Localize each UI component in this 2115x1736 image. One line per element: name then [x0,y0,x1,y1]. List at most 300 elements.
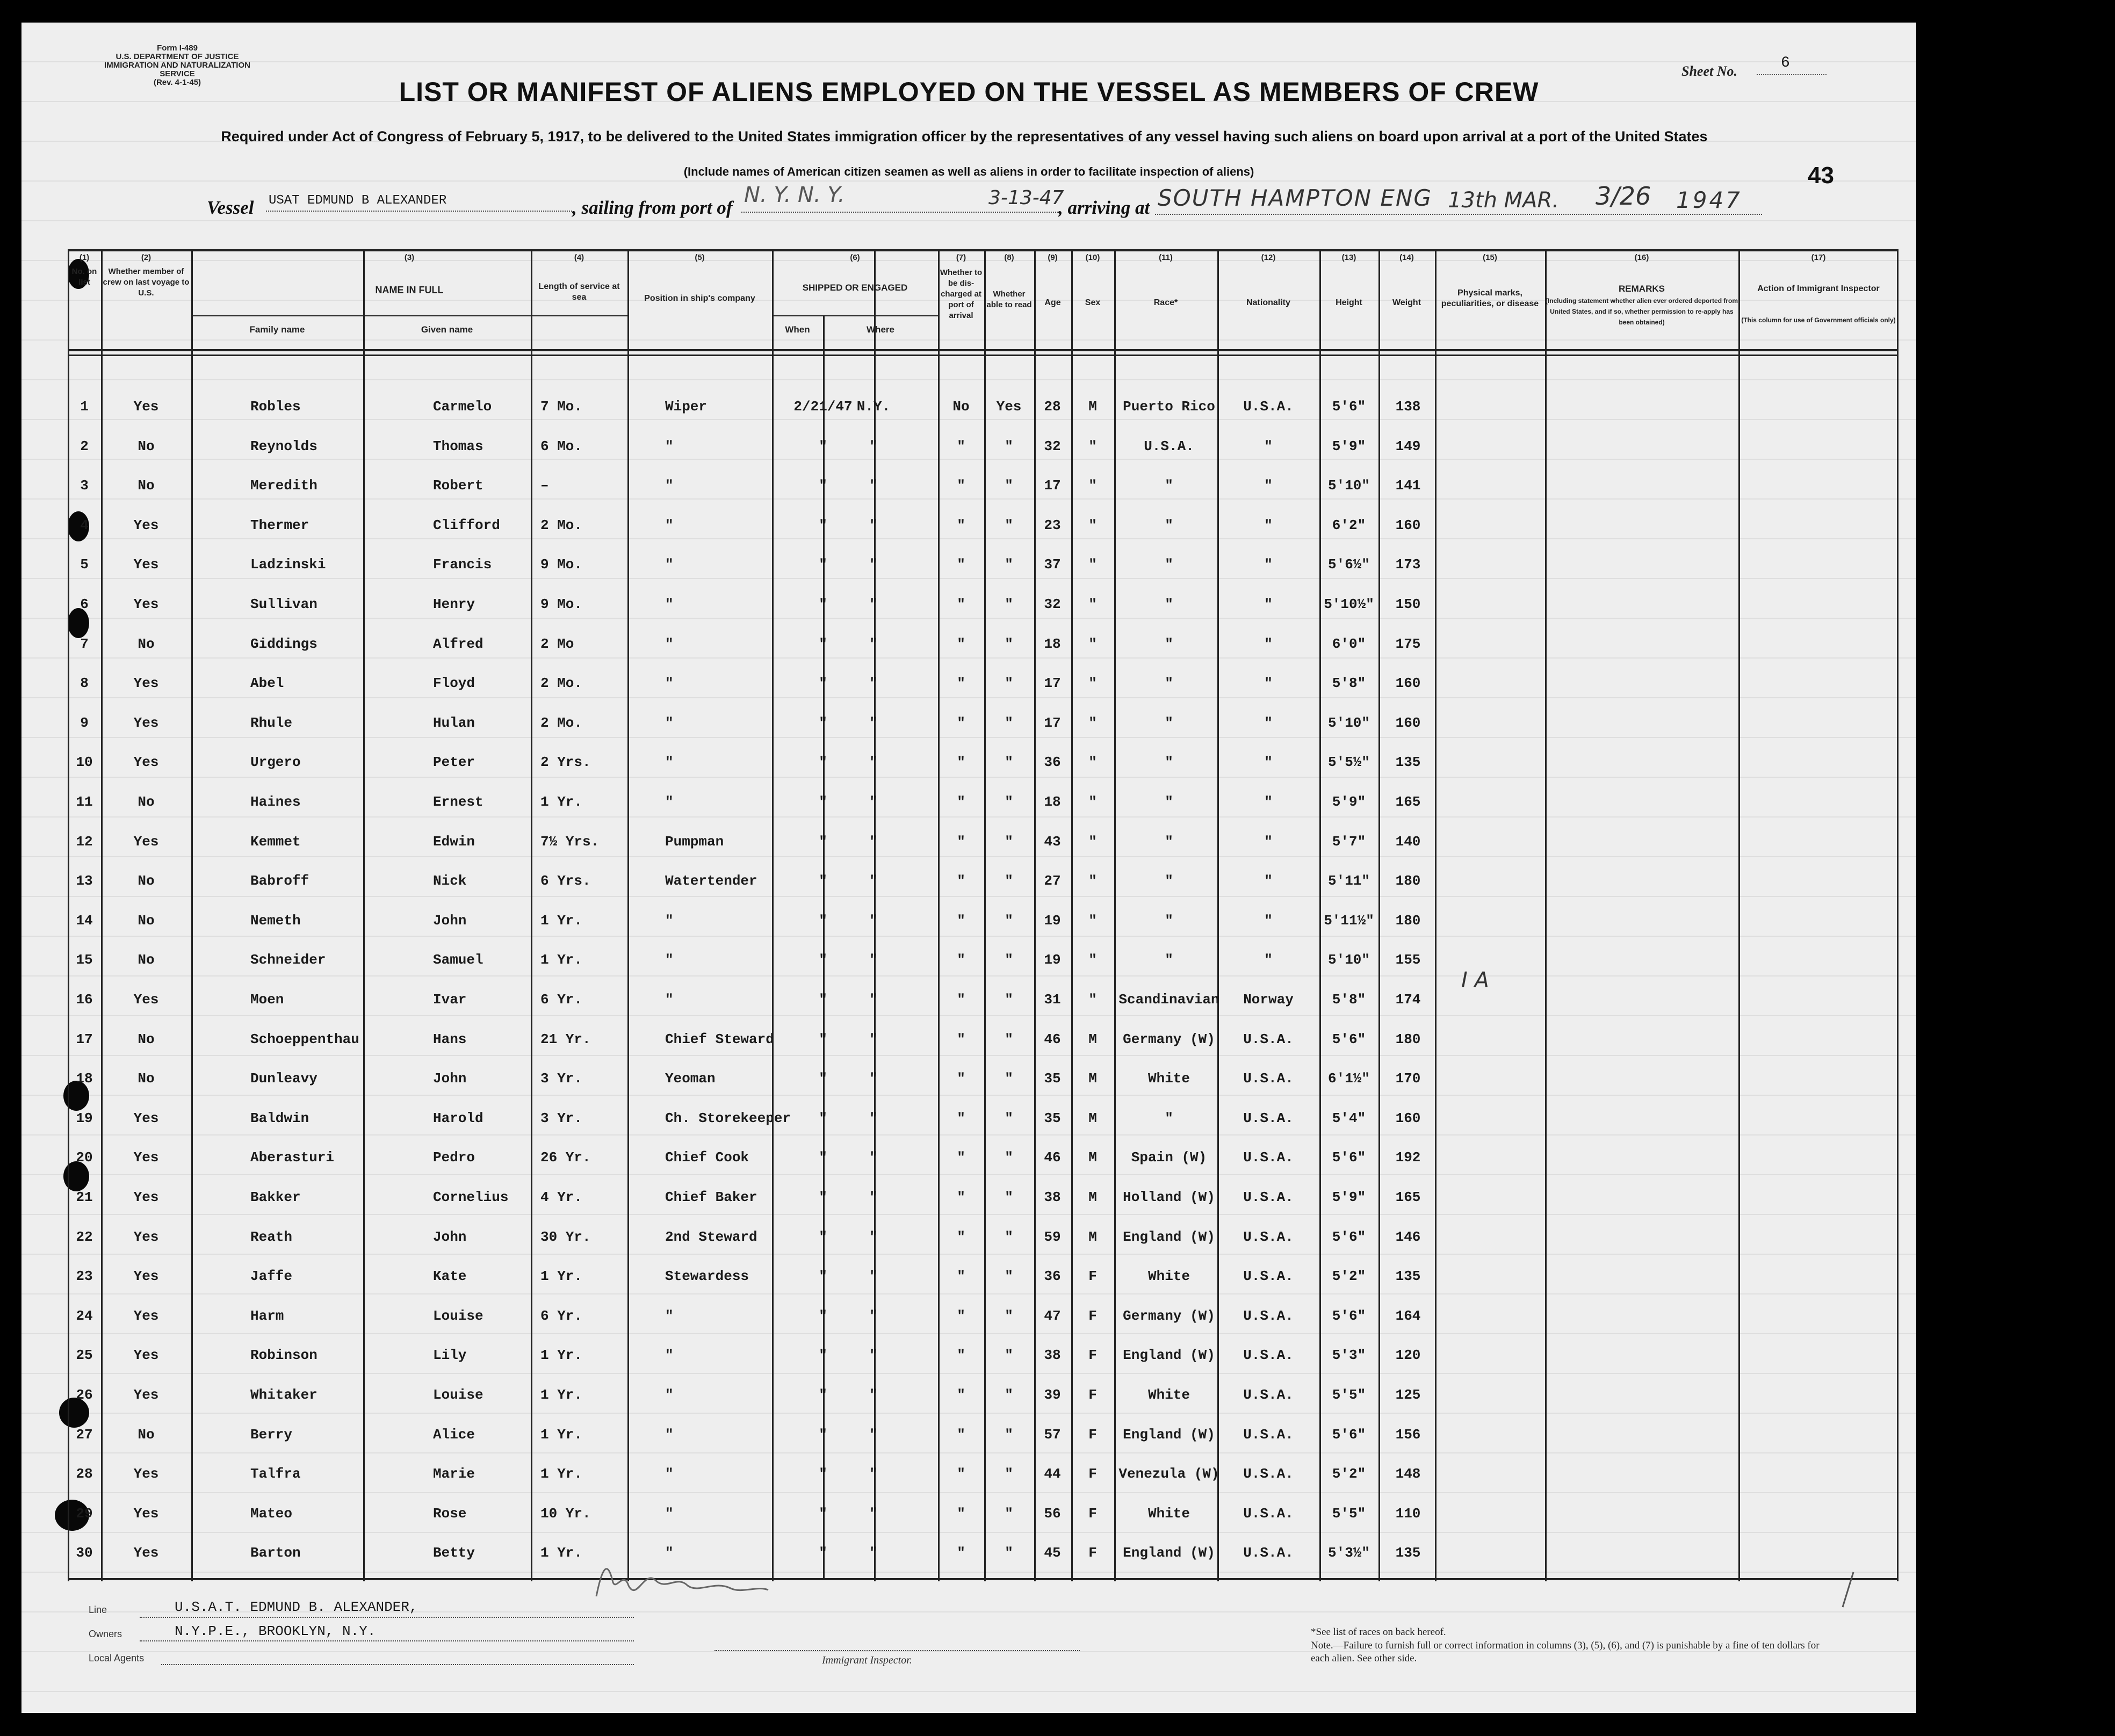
column-number-2: (2) [141,253,151,262]
race: Germany (W) [1123,1031,1215,1047]
sex: M [1088,399,1097,415]
race: England (W) [1123,1228,1215,1245]
able-to-read: " [1005,1307,1013,1324]
shipped-where: " [869,1070,878,1087]
crew-last-voyage: Yes [133,596,159,612]
race: " [1165,478,1173,494]
nationality: U.S.A. [1243,1070,1294,1087]
column-number-4: (4) [574,253,584,262]
crew-table [68,249,1899,1581]
shipped-when: " [819,1387,827,1403]
height: 5'8" [1332,992,1366,1008]
sheet-underline [1757,74,1827,75]
family-name: Bakker [250,1189,301,1205]
nationality: " [1264,912,1273,929]
position: " [665,1545,674,1561]
sex: F [1088,1268,1097,1285]
row-number: 18 [76,1070,93,1087]
header-position: Position in ship's company [644,294,755,303]
row-number: 10 [76,754,93,771]
discharged: " [957,1347,965,1364]
given-name: Ernest [433,794,483,810]
weight: 148 [1395,1466,1421,1482]
family-name: Babroff [250,873,309,889]
shipped-where: " [869,556,878,573]
position: " [665,952,674,968]
shipped-where: " [869,714,878,731]
sex: F [1088,1307,1097,1324]
length-of-service: 21 Yr. [540,1031,591,1047]
age: 38 [1044,1347,1061,1364]
shipped-when: " [819,714,827,731]
header-name-in-full: NAME IN FULL [375,285,444,295]
header-physical-marks: Physical marks, peculiarities, or disease [1441,288,1539,308]
header-weight: Weight [1392,298,1421,307]
race: " [1165,714,1173,731]
length-of-service: 2 Mo. [540,517,583,533]
shipped-when: " [819,438,827,454]
length-of-service: 1 Yr. [540,1426,583,1443]
length-of-service: 7 Mo. [540,399,583,415]
shipped-where: " [869,478,878,494]
height: 5'9" [1332,1189,1366,1205]
able-to-read: " [1005,1347,1013,1364]
row-number: 23 [76,1268,93,1285]
discharged: " [957,912,965,929]
nationality: U.S.A. [1243,1387,1294,1403]
department: U.S. DEPARTMENT OF JUSTICE [116,52,239,61]
physical-marks-note: I A [1461,968,1489,993]
form-number: Form I-489 [157,44,198,53]
discharged: " [957,873,965,889]
length-of-service: 6 Yr. [540,1307,583,1324]
crew-last-voyage: Yes [133,1387,159,1403]
row-number: 17 [76,1031,93,1047]
column-rule [938,249,940,1581]
sex: " [1088,992,1097,1008]
header-inspector-action: Action of Immigrant Inspector [1757,284,1880,293]
height: 5'5" [1332,1387,1366,1403]
row-number: 3 [80,478,89,494]
shipped-when: " [819,1347,827,1364]
position: Chief Cook [665,1149,749,1166]
shipped-where: " [869,1110,878,1126]
discharged: " [957,952,965,968]
shipped-where: " [869,1505,878,1522]
column-number-7: (7) [956,253,966,262]
able-to-read: " [1005,952,1013,968]
weight: 146 [1395,1228,1421,1245]
position: " [665,517,674,533]
race: " [1165,912,1173,929]
discharged: " [957,754,965,771]
crew-last-voyage: No [138,438,155,454]
height: 5'6½" [1327,556,1370,573]
service: IMMIGRATION AND NATURALIZATION SERVICE [104,61,250,78]
column-number-10: (10) [1085,253,1100,262]
family-name: Ladzinski [250,556,326,573]
column-rule [1545,249,1547,1581]
discharged: " [957,1466,965,1482]
crew-last-voyage: Yes [133,1505,159,1522]
shipped-when: " [819,1070,827,1087]
row-number: 15 [76,952,93,968]
sex: " [1088,794,1097,810]
nationality: U.S.A. [1243,1149,1294,1166]
length-of-service: 30 Yr. [540,1228,591,1245]
family-name: Sullivan [250,596,317,612]
nationality: " [1264,478,1273,494]
discharged: " [957,1110,965,1126]
height: 5'9" [1332,438,1366,454]
column-rule [1319,249,1321,1581]
height: 5'6" [1332,399,1366,415]
height: 5'3" [1332,1347,1366,1364]
race: " [1165,952,1173,968]
race: " [1165,596,1173,612]
header-shipped-or-engaged: SHIPPED OR ENGAGED [802,283,908,293]
weight: 192 [1395,1149,1421,1166]
shipped-when: " [819,478,827,494]
weight: 170 [1395,1070,1421,1087]
sex: M [1088,1031,1097,1047]
height: 5'6" [1332,1031,1366,1047]
crew-last-voyage: Yes [133,1466,159,1482]
able-to-read: " [1005,675,1013,692]
nationality: " [1264,794,1273,810]
crew-last-voyage: Yes [133,675,159,692]
crew-last-voyage: No [138,1070,155,1087]
nationality: " [1264,596,1273,612]
shipped-when: 2/21/47 [793,399,853,415]
row-number: 1 [80,399,89,415]
age: 38 [1044,1189,1061,1205]
position: " [665,1426,674,1443]
sex: " [1088,754,1097,771]
weight: 149 [1395,438,1421,454]
shipped-when: " [819,754,827,771]
age: 45 [1044,1545,1061,1561]
shipped-where: " [869,1545,878,1561]
race: U.S.A. [1144,438,1194,454]
nationality: " [1264,556,1273,573]
nationality: Norway [1243,992,1294,1008]
crew-last-voyage: Yes [133,517,159,533]
family-name: Barton [250,1545,301,1561]
nationality: " [1264,438,1273,454]
nationality: " [1264,833,1273,850]
position: " [665,992,674,1008]
able-to-read: " [1005,1426,1013,1443]
race: " [1165,754,1173,771]
header-no-on-list: No. on list [71,267,97,287]
shipped-where: N.Y. [856,399,891,415]
age: 36 [1044,1268,1061,1285]
family-name: Haines [250,794,301,810]
stamp-number: 43 [1808,162,1834,189]
family-name: Baldwin [250,1110,309,1126]
crew-last-voyage: No [138,635,155,652]
column-rule [627,249,629,1581]
crew-last-voyage: Yes [133,1189,159,1205]
sex: F [1088,1466,1097,1482]
race: England (W) [1123,1545,1215,1561]
column-number-3: (3) [404,253,415,262]
position: " [665,1307,674,1324]
discharged: " [957,992,965,1008]
given-name: Alice [433,1426,475,1443]
age: 36 [1044,754,1061,771]
sex: " [1088,912,1097,929]
able-to-read: " [1005,1268,1013,1285]
vessel-name: USAT EDMUND B ALEXANDER [269,193,447,208]
position: " [665,478,674,494]
family-name: Berry [250,1426,293,1443]
header-nationality: Nationality [1246,298,1290,307]
height: 5'2" [1332,1466,1366,1482]
arrival-date: 3/26 [1596,182,1651,211]
discharged: " [957,1031,965,1047]
shipped-where: " [869,1307,878,1324]
row-number: 4 [80,517,89,533]
inspector-label: Immigrant Inspector. [822,1654,912,1666]
family-name: Thermer [250,517,309,533]
weight: 150 [1395,596,1421,612]
sex: " [1088,714,1097,731]
age: 35 [1044,1070,1061,1087]
age: 32 [1044,596,1061,612]
family-name: Nemeth [250,912,301,929]
header-crew-last-voyage: Whether member of crew on last voyage to U.S. [103,267,190,298]
race: Holland (W) [1123,1189,1215,1205]
age: 19 [1044,912,1061,929]
header-length-of-service: Length of service at sea [538,282,620,302]
race: White [1147,1268,1190,1285]
nationality: U.S.A. [1243,1031,1294,1047]
length-of-service: 6 Yrs. [540,873,591,889]
column-rule [531,249,532,1581]
shipped-when: " [819,1466,827,1482]
sex: " [1088,833,1097,850]
given-name: Peter [433,754,475,771]
sex: " [1088,517,1097,533]
weight: 110 [1395,1505,1421,1522]
row-number: 5 [80,556,89,573]
nationality: " [1264,754,1273,771]
row-number: 29 [76,1505,93,1522]
column-rule [68,249,69,1581]
family-name: Schoeppenthau [250,1031,359,1047]
age: 17 [1044,675,1061,692]
header-able-to-read: Whether able to read [986,290,1032,309]
shipped-when: " [819,912,827,929]
able-to-read: " [1005,438,1013,454]
sex: " [1088,438,1097,454]
able-to-read: " [1005,635,1013,652]
age: 17 [1044,478,1061,494]
column-number-9: (9) [1048,253,1058,262]
height: 6'1½" [1327,1070,1370,1087]
nationality: U.S.A. [1243,1505,1294,1522]
sex: " [1088,873,1097,889]
length-of-service: 1 Yr. [540,1387,583,1403]
nationality: U.S.A. [1243,1307,1294,1324]
age: 17 [1044,714,1061,731]
row-number: 13 [76,873,93,889]
race: Puerto Rico [1123,399,1215,415]
position: Yeoman [665,1070,716,1087]
height: 5'3½" [1327,1545,1370,1561]
able-to-read: " [1005,556,1013,573]
length-of-service: 6 Yr. [540,992,583,1008]
length-of-service: 6 Mo. [540,438,583,454]
race: Spain (W) [1131,1149,1207,1166]
age: 43 [1044,833,1061,850]
position: " [665,1387,674,1403]
pen-mark [1837,1569,1859,1612]
header-age: Age [1044,298,1061,307]
nationality: U.S.A. [1243,1268,1294,1285]
family-name: Reynolds [250,438,317,454]
shipped-where: " [869,438,878,454]
family-name: Dunleavy [250,1070,317,1087]
able-to-read: " [1005,1070,1013,1087]
given-name: John [433,1070,467,1087]
column-number-8: (8) [1004,253,1014,262]
column-rule [1738,249,1740,1581]
sex: F [1088,1347,1097,1364]
line-value: U.S.A.T. EDMUND B. ALEXANDER, [175,1599,418,1615]
sex: M [1088,1189,1097,1205]
discharged: " [957,1149,965,1166]
able-to-read: " [1005,754,1013,771]
discharged: " [957,1070,965,1087]
sex: M [1088,1070,1097,1087]
able-to-read: " [1005,714,1013,731]
shipped-when: " [819,1110,827,1126]
age: 19 [1044,952,1061,968]
owners-label: Owners [89,1629,122,1639]
discharged: " [957,794,965,810]
able-to-read: " [1005,596,1013,612]
subtitle: Required under Act of Congress of February 5, 1917, to be delivered to the United States immigration officer by the representatives of any vessel having such aliens on board upon arrival at a port of the United States [221,128,1708,144]
weight: 135 [1395,754,1421,771]
crew-last-voyage: Yes [133,754,159,771]
age: 18 [1044,635,1061,652]
shipped-where: " [869,596,878,612]
able-to-read: " [1005,833,1013,850]
able-to-read: " [1005,1545,1013,1561]
able-to-read: " [1005,873,1013,889]
given-name: Ivar [433,992,467,1008]
header-remarks: REMARKS [1619,284,1665,294]
family-name: Robinson [250,1347,317,1364]
discharged: " [957,517,965,533]
sailing-date: 3-13-47 [988,187,1064,209]
age: 39 [1044,1387,1061,1403]
shipped-when: " [819,873,827,889]
family-name: Giddings [250,635,317,652]
position: " [665,1347,674,1364]
family-name: Mateo [250,1505,293,1522]
shipped-when: " [819,833,827,850]
weight: 173 [1395,556,1421,573]
position: 2nd Steward [665,1228,757,1245]
header-height: Height [1336,298,1362,307]
inspector-signature [586,1548,779,1607]
position: " [665,1466,674,1482]
header-race: Race* [1153,298,1178,307]
sex: F [1088,1505,1097,1522]
given-name: Cornelius [433,1189,509,1205]
nationality: U.S.A. [1243,1347,1294,1364]
family-name: Meredith [250,478,317,494]
shipped-when: " [819,1228,827,1245]
column-rule [191,249,193,1581]
height: 5'7" [1332,833,1366,850]
discharged: " [957,1545,965,1561]
header-given-name: Given name [421,324,473,335]
column-rule [1217,249,1219,1581]
length-of-service: 1 Yr. [540,1466,583,1482]
page-title: LIST OR MANIFEST OF ALIENS EMPLOYED ON THE VESSEL AS MEMBERS OF CREW [399,77,1539,107]
given-name: Rose [433,1505,467,1522]
sailing-port: N. Y. N. Y. [744,183,845,207]
race: " [1165,517,1173,533]
able-to-read: " [1005,478,1013,494]
column-number-17: (17) [1811,253,1826,262]
weight: 156 [1395,1426,1421,1443]
able-to-read: " [1005,912,1013,929]
length-of-service: 2 Mo. [540,675,583,692]
column-rule [101,249,103,1581]
row-number: 25 [76,1347,93,1364]
race: " [1165,675,1173,692]
column-rule [1897,249,1899,1581]
weight: 135 [1395,1268,1421,1285]
shipped-where: " [869,794,878,810]
able-to-read: " [1005,1505,1013,1522]
shipped-where: " [869,1149,878,1166]
nationality: " [1264,952,1273,968]
position: " [665,794,674,810]
age: 32 [1044,438,1061,454]
arriving-port: SOUTH HAMPTON ENG [1158,185,1432,211]
shipped-where: " [869,1268,878,1285]
row-number: 9 [80,714,89,731]
position: " [665,635,674,652]
age: 56 [1044,1505,1061,1522]
nationality: " [1264,635,1273,652]
year: 1947 [1676,187,1742,213]
family-name: Urgero [250,754,301,771]
height: 5'9" [1332,794,1366,810]
row-number: 2 [80,438,89,454]
row-number: 14 [76,912,93,929]
header-family-name: Family name [249,324,305,335]
age: 59 [1044,1228,1061,1245]
nationality: U.S.A. [1243,399,1294,415]
column-rule [772,249,774,1581]
shipped-where: " [869,1466,878,1482]
race: White [1147,1070,1190,1087]
column-number-13: (13) [1341,253,1356,262]
shipped-where: " [869,992,878,1008]
row-number: 7 [80,635,89,652]
shipped-when: " [819,1307,827,1324]
length-of-service: 1 Yr. [540,1545,583,1561]
position: " [665,556,674,573]
